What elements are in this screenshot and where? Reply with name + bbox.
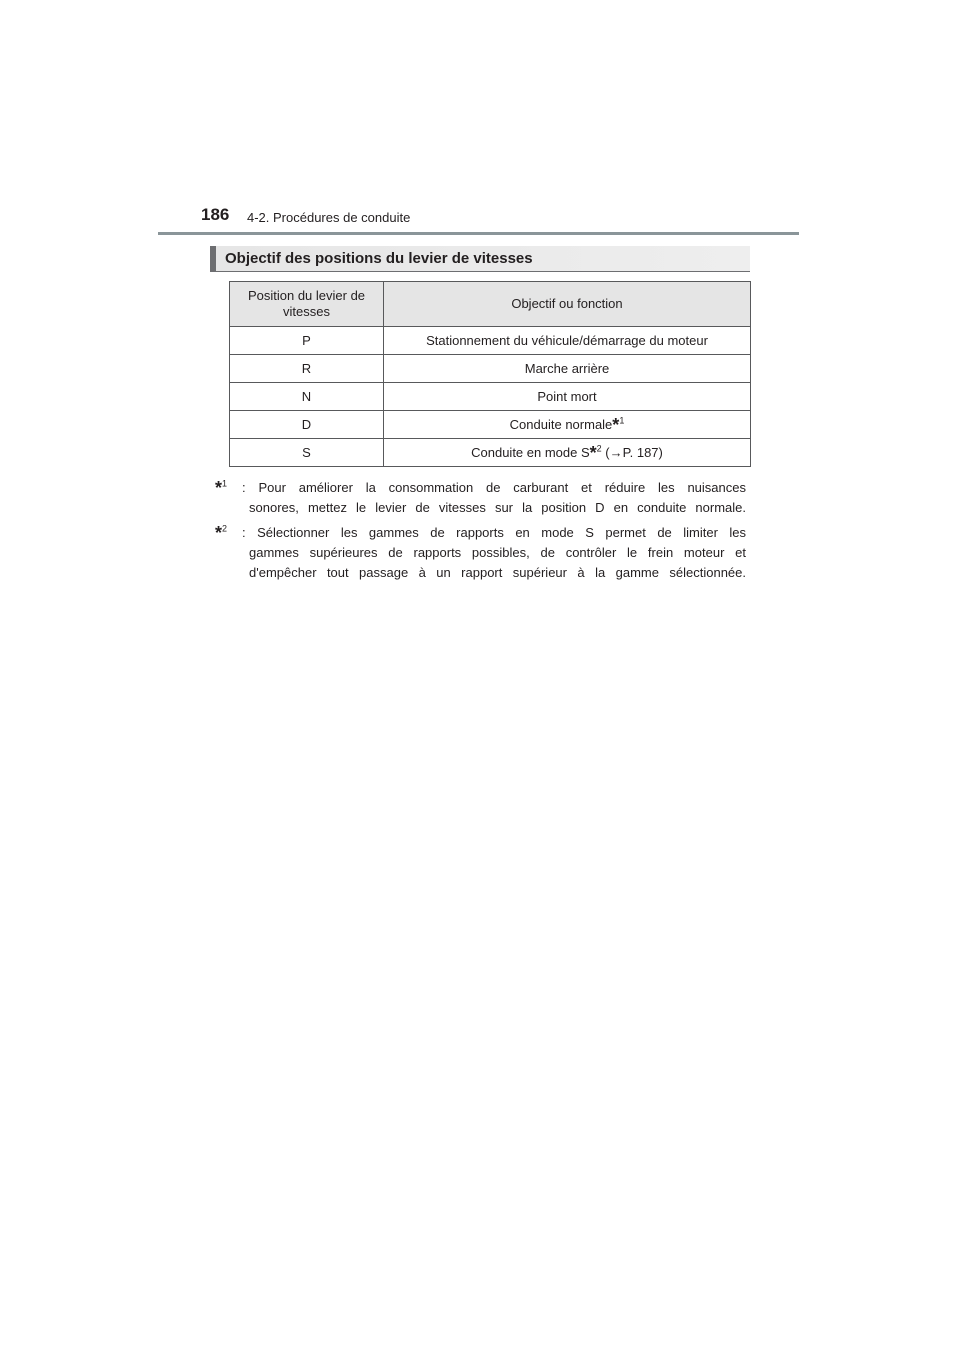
function-cell: Marche arrière [384,355,751,383]
footnote-line: gammes supérieures de rapports possibles, de contrôler le frein moteur et [249,545,746,560]
footnote-marker [215,523,227,543]
function-cell [384,411,751,439]
footnote-marker [215,478,227,498]
function-text: Conduite normale [509,417,613,432]
position-cell: N [230,383,384,411]
table-header-position: Position du levier de vitesses [230,282,384,327]
function-cell [384,439,751,467]
table-row [230,327,751,355]
table-row [230,355,751,383]
footnote-line: sonores, mettez le levier de vitesses sur la position D en conduite normale. [249,500,746,515]
table-row [230,383,751,411]
footnote-text: : Pour améliorer la consommation de carburant et réduire les nuisances sonores, mettez le levier de vitesses sur la position D en conduite normale. [242,478,746,538]
note-reference [589,443,602,463]
footnote-line: d'empêcher tout passage à un rapport supérieur à la gamme sélectionnée. [249,565,746,580]
footnote-2 [215,523,746,603]
note-number: 1 [222,478,228,489]
asterisk-mark: * [215,478,223,498]
asterisk-mark: * [589,443,597,463]
chapter-title: 4-2. Procédures de conduite [247,210,411,225]
footnote-text: : Sélectionner les gammes de rapports en mode S permet de limiter les gammes supérieures de rapports possibles, de contrôler le frein moteur et d'empêcher tout passage à un rapport supérieur à la gamme sélectionnée. [242,523,746,603]
section-heading-text: Objectif des positions du levier de vitesses [225,250,533,267]
header-rule [158,232,799,235]
function-cell: Point mort [384,383,751,411]
table-header-function: Objectif ou fonction [384,282,751,327]
function-text: Conduite en mode S [471,445,590,460]
asterisk-mark: * [612,415,620,435]
note-number: 2 [596,443,602,454]
note-number: 1 [619,415,625,426]
footnote-line: Sélectionner les gammes de rapports en mode S permet de limiter les [257,525,746,540]
position-cell: D [230,411,384,439]
section-heading [210,246,750,272]
note-number: 2 [222,523,228,534]
page-number: 186 [201,205,230,224]
table-row [230,411,751,439]
note-reference [612,415,625,435]
asterisk-mark: * [215,523,223,543]
table-header-row [230,282,751,327]
page-reference: (→P. 187) [601,445,663,460]
position-cell: R [230,355,384,383]
function-cell: Stationnement du véhicule/démarrage du moteur [384,327,751,355]
position-cell: S [230,439,384,467]
position-cell: P [230,327,384,355]
table-row [230,439,751,467]
gear-position-table [229,281,751,467]
footnote-line: Pour améliorer la consommation de carburant et réduire les nuisances [258,480,746,495]
